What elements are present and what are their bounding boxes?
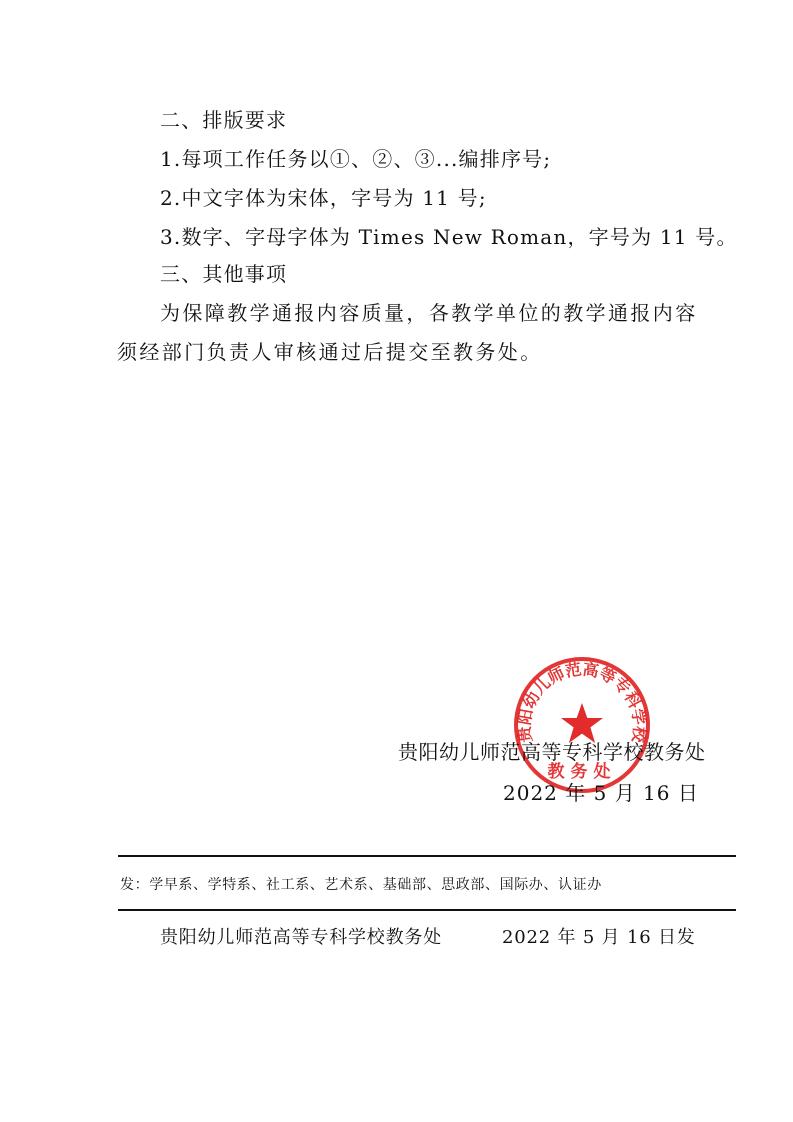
star-icon xyxy=(561,703,603,743)
paragraph-line: 须经部门负责人审核通过后提交至教务处。 xyxy=(117,340,543,364)
signature-date: 2022 年 5 月 16 日 xyxy=(503,781,699,805)
footer-office: 贵阳幼儿师范高等专科学校教务处 xyxy=(160,927,442,948)
section2-heading: 二、排版要求 xyxy=(160,108,288,132)
list-item: 3.数字、字母字体为 Times New Roman，字号为 11 号。 xyxy=(160,225,738,249)
official-seal xyxy=(512,655,652,795)
distribution-list: 发：学早系、学特系、社工系、艺术系、基础部、思政部、国际办、认证办 xyxy=(120,877,602,893)
section3-heading: 三、其他事项 xyxy=(160,262,288,286)
seal-ring-text: 贵阳幼儿师范高等专科学校 xyxy=(514,659,650,744)
divider xyxy=(118,909,736,911)
signature-office: 贵阳幼儿师范高等专科学校教务处 xyxy=(398,740,706,764)
divider xyxy=(118,855,736,857)
list-item: 1.每项工作任务以①、②、③...编排序号; xyxy=(160,147,552,171)
seal-bottom-text: 教务处 xyxy=(547,762,617,782)
footer-date: 2022 年 5 月 16 日发 xyxy=(502,927,696,948)
list-item: 2.中文字体为宋体，字号为 11 号; xyxy=(160,186,487,210)
paragraph-line: 为保障教学通报内容质量，各教学单位的教学通报内容 xyxy=(160,301,698,325)
